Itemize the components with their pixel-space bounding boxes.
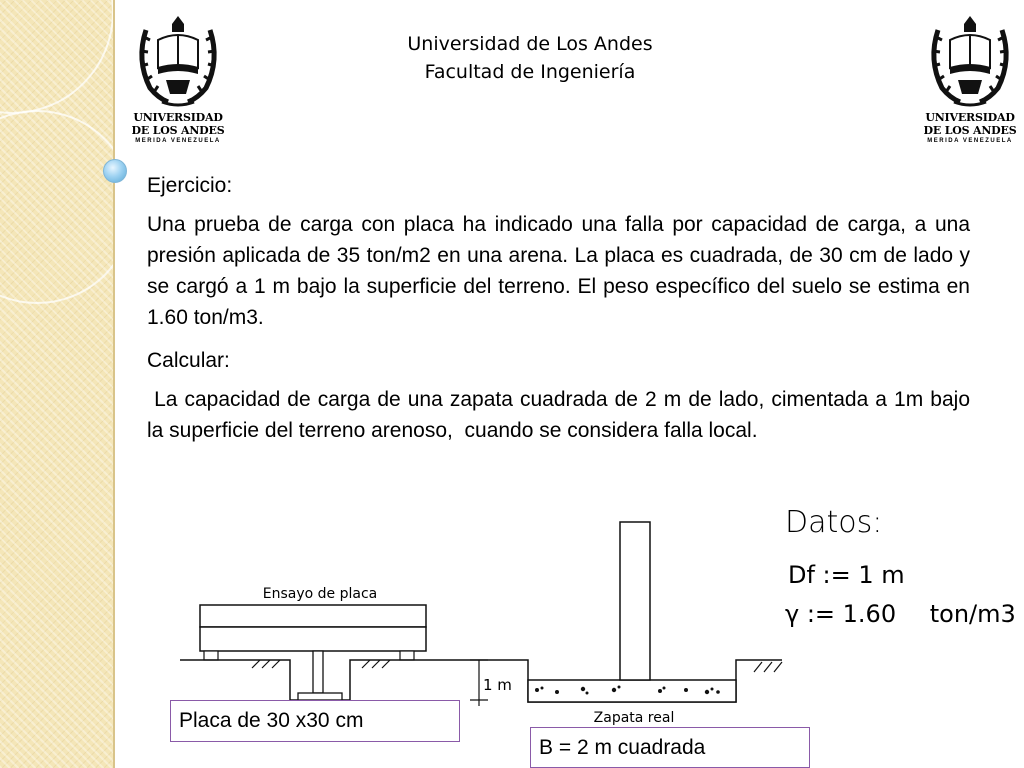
logo-text-line1: UNIVERSIDAD	[133, 111, 223, 124]
depth-label: 1 m	[483, 676, 512, 694]
exercise-task: La capacidad de carga de una zapata cuadrada de 2 m de lado, cimentada a 1m bajo la superficie del terreno arenoso, cuando se considera falla local.	[147, 388, 976, 442]
logo-text-line2: DE LOS ANDES	[923, 124, 1017, 137]
plate-test-label: Ensayo de placa	[262, 586, 378, 602]
loading-beam-top	[200, 605, 426, 627]
real-footing-slab	[528, 680, 736, 702]
exercise-heading: Ejercicio:	[147, 174, 233, 197]
logo-text-line2: DE LOS ANDES	[131, 124, 225, 137]
footing-size-callout: B = 2 m cuadrada	[530, 727, 810, 768]
faculty-name: Facultad de Ingeniería	[424, 61, 636, 83]
university-name: Universidad de Los Andes	[407, 33, 653, 55]
test-plate	[298, 693, 342, 700]
df-equation: Df := 1 m	[788, 561, 905, 589]
logo-text-line3: MERIDA VENEZUELA	[927, 138, 1013, 144]
logo-text-line1: UNIVERSIDAD	[925, 111, 1015, 124]
gamma-unit: ton/m3	[929, 600, 1016, 628]
soil-hatch	[362, 660, 390, 668]
real-footing-column	[620, 522, 650, 680]
test-column	[313, 651, 323, 693]
soil-hatch	[252, 660, 280, 668]
beam-support-right	[400, 651, 414, 660]
data-panel-title: Datos:	[785, 505, 883, 540]
real-footing-label: Zapata real	[593, 710, 675, 726]
exercise-statement: Una prueba de carga con placa ha indicado una falla por capacidad de carga, a una presión aplicada de 35 ton/m2 en una arena. La placa es cuadrada, de 30 cm de lado y se cargó a 1 m bajo la superficie del terreno. El peso específico del suelo se estima en 1.60 ton/m3.	[147, 213, 970, 329]
beam-support-left	[204, 651, 218, 660]
plate-size-callout: Placa de 30 x30 cm	[170, 700, 460, 742]
calc-heading: Calcular:	[147, 349, 230, 372]
gamma-equation	[785, 600, 1016, 628]
loading-beam-bottom	[200, 627, 426, 651]
soil-hatch	[754, 662, 782, 672]
gamma-value: γ := 1.60	[785, 600, 897, 628]
logo-text-line3: MERIDA VENEZUELA	[135, 138, 221, 144]
